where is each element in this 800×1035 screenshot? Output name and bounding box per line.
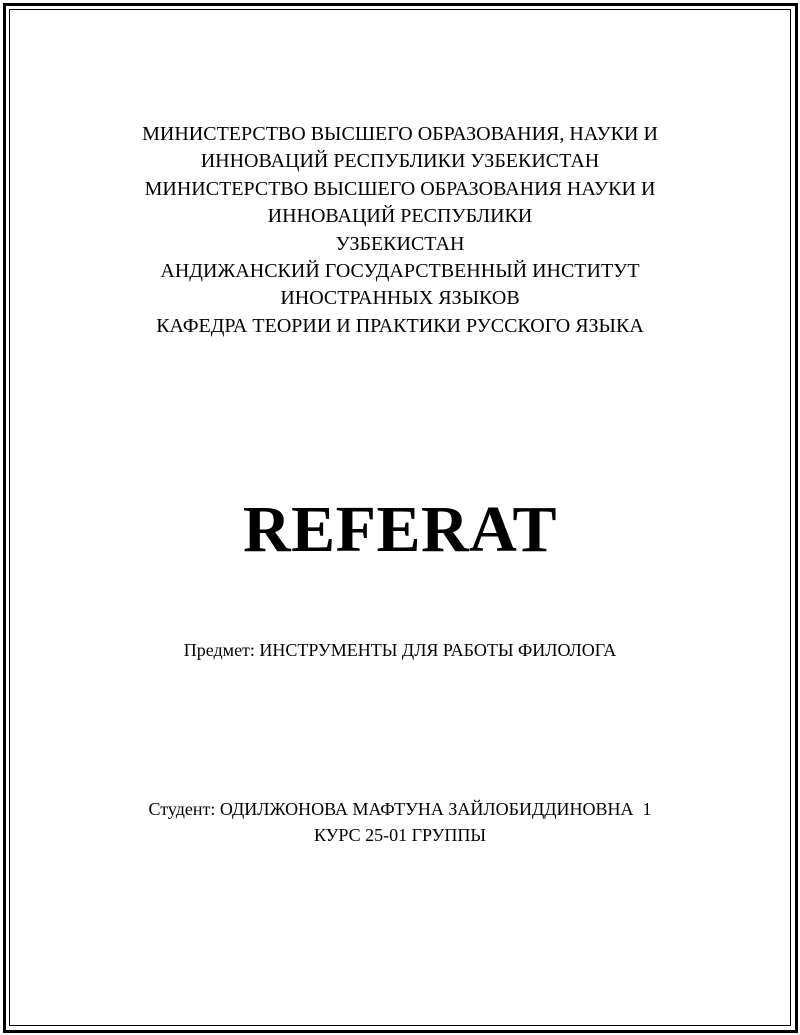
subject-label: Предмет: [183, 640, 255, 660]
institution-header [0, 121, 800, 340]
header-line: ИННОВАЦИЙ РЕСПУБЛИКИ [267, 205, 533, 228]
student-info [0, 797, 800, 848]
student-line-1: Студент: ОДИЛЖОНОВА МАФТУНА ЗАЙЛОБИДДИНОВНА 1 [148, 799, 652, 819]
header-line: МИНИСТЕРСТВО ВЫСШЕГО ОБРАЗОВАНИЯ НАУКИ И [144, 177, 656, 200]
header-line: ИНОСТРАННЫХ ЯЗЫКОВ [280, 287, 520, 310]
header-line: МИНИСТЕРСТВО ВЫСШЕГО ОБРАЗОВАНИЯ, НАУКИ И [142, 123, 658, 145]
header-line: ИННОВАЦИЙ РЕСПУБЛИКИ УЗБЕКИСТАН [200, 150, 600, 173]
header-line: АНДИЖАНСКИЙ ГОСУДАРСТВЕННЫЙ ИНСТИТУТ [160, 260, 640, 283]
subject-line [0, 639, 800, 661]
document-title: REFERAT [243, 493, 557, 566]
subject-value: ИНСТРУМЕНТЫ ДЛЯ РАБОТЫ ФИЛОЛОГА [259, 640, 617, 660]
student-line-2: КУРС 25-01 ГРУППЫ [313, 824, 487, 845]
header-line: КАФЕДРА ТЕОРИИ И ПРАКТИКИ РУССКОГО ЯЗЫКА [156, 314, 644, 337]
header-line: УЗБЕКИСТАН [335, 232, 465, 255]
